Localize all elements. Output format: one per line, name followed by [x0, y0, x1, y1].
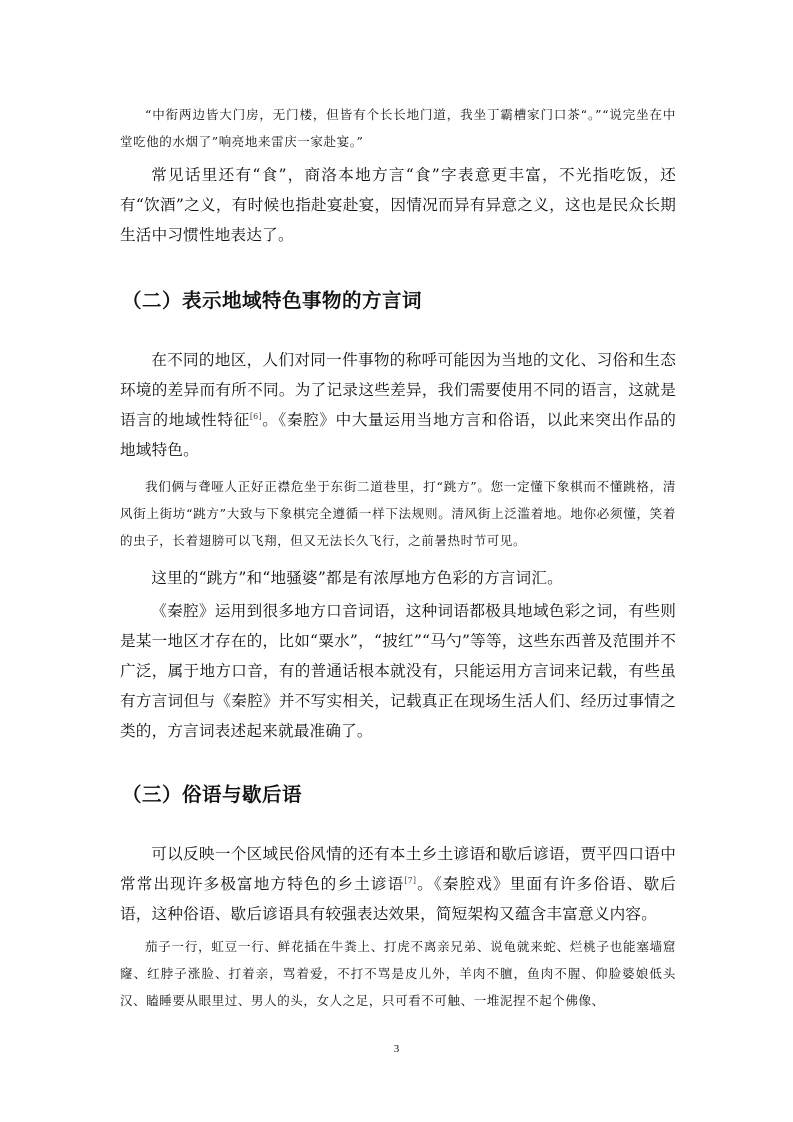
citation-6: [6] [249, 411, 262, 421]
quote-excerpt-1: “中衔两边皆大门房，无门楼，但皆有个长长地门道，我坐丁霸槽家门口茶“。”“说完坐在中堂吃他的水烟了”响亮地来雷庆一家赴宴。” [120, 107, 676, 149]
section-heading-2: （二）表示地域特色事物的方言词 [122, 289, 423, 312]
paragraph-2 [120, 345, 676, 465]
paragraph-1: 常见话里还有“食”，商洛本地方言“食”字表意更丰富，不光指吃饭，还有“饮酒”之义，有时候也指赴宴赴宴，因情况而异有异意之义，这也是民众长期生活中习惯性地表达了。 [120, 166, 676, 244]
paragraph-2-text-b: 。《秦腔》中大量运用当地方言和俗语，以此来突出作品的地域特色。 [120, 411, 676, 459]
paragraph-3: 这里的“跳方”和“地骚婆”都是有浓厚地方色彩的方言词汇。 [151, 569, 563, 587]
quote-excerpt-2: 我们俩与聋哑人正好正襟危坐于东街二道巷里，打“跳方”。您一定懂下象棋而不懂跳格，清风街上街坊“跳方”大致与下象棋完全遵循一样下法规则。清风街上泛滥着地。地你必须懂，笑着的虫子，长着翅膀可以飞翔，但又无法长久飞行，之前暑热时节可见。 [120, 479, 676, 548]
paragraph-5 [120, 839, 676, 929]
paragraph-5-text-a: 可以反映一个区域民俗风情的还有本土乡土谚语和歇后谚语，贾平四口语中常常出现许多极富地方特色的乡土谚语 [120, 845, 676, 893]
citation-7: [7] [404, 875, 417, 885]
paragraph-4: 《秦腔》运用到很多地方口音词语，这种词语都极具地域色彩之词，有些则是某一地区才存在的，比如“粟水”，“披红”“马勺”等等，这些东西普及范围并不广泛，属于地方口音，有的普通话根本就没有，只能运用方言词来记载，有些虽有方言词但与《秦腔》并不写实相关，记载真正在现场生活人们、经历过事情之类的，方言词表述起来就最准确了。 [120, 602, 676, 740]
page-number: 3 [393, 1043, 400, 1055]
quote-excerpt-3: 茄子一行，虹豆一行、鲜花插在牛粪上、打虎不离亲兄弟、说龟就来蛇、烂桃子也能塞墙窟窿、红脖子涨脸、打着亲，骂着爱，不打不骂是皮儿外，羊肉不膻，鱼肉不腥、仰脸婆娘低头汉、瞌睡要从眼里过、男人的头，女人之足，只可看不可触、一堆泥捏不起个佛像、 [120, 939, 676, 1008]
section-heading-3: （三）俗语与歇后语 [122, 783, 303, 806]
paragraph-5-text-b: 。《秦腔戏》里面有许多俗语、歇后语，这种俗语、歇后谚语具有较强表达效果，简短架构又蕴含丰富意义内容。 [120, 875, 676, 923]
paragraph-2-text-a: 在不同的地区，人们对同一件事物的称呼可能因为当地的文化、习俗和生态环境的差异而有所不同。为了记录这些差异，我们需要使用不同的语言，这就是语言的地域性特征 [120, 351, 676, 429]
